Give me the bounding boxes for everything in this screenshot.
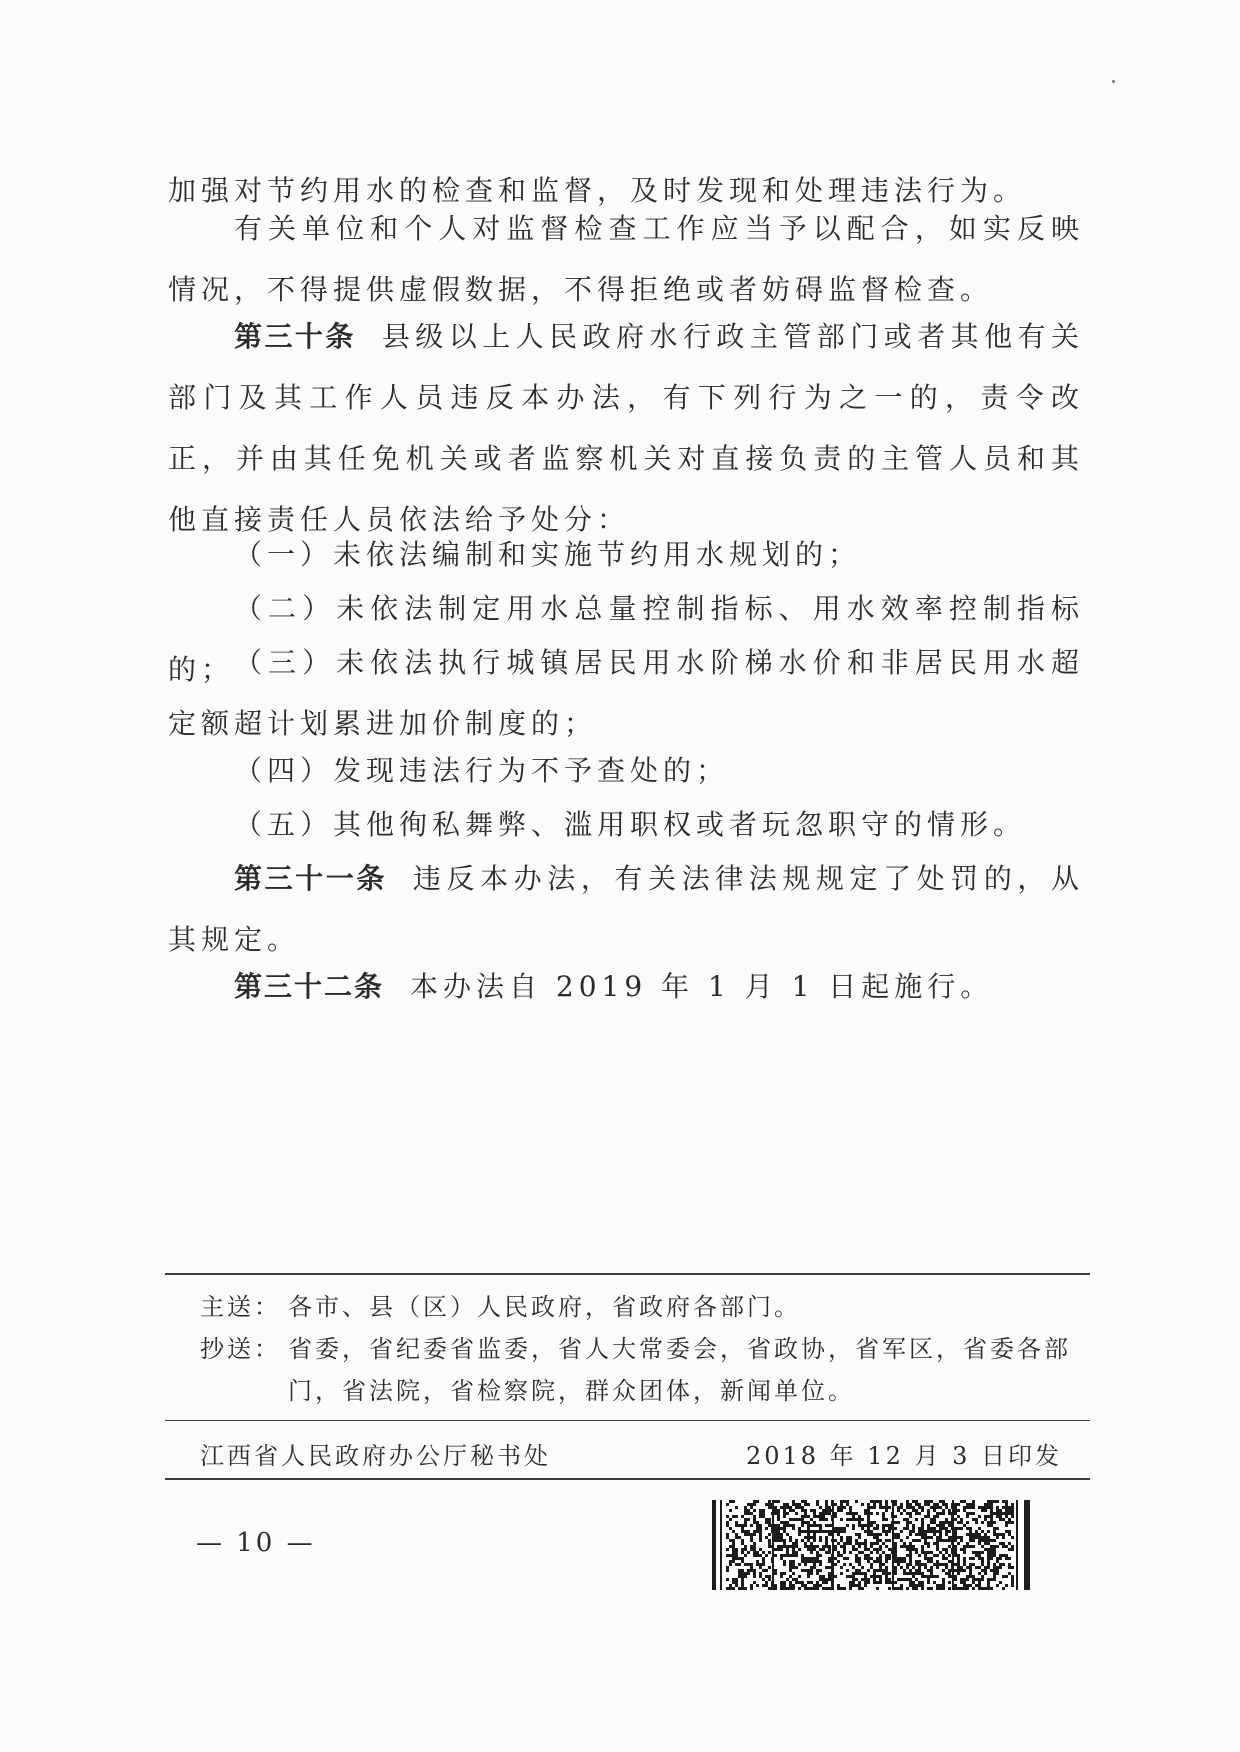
scan-speck (1112, 80, 1115, 83)
article-30-text: 县级以上人民政府水行政主管部门或者其他有关部门及其工作人员违反本办法，有下列行为之一的，责令改正，并由其任免机关或者监察机关对直接负责的主管人员和其他直接责任人员依法给予处分： (168, 320, 1084, 536)
list-item-5: （五）其他徇私舞弊、滥用职权或者玩忽职守的情形。 (234, 808, 1027, 841)
list-item-2: （二）未依法制定用水总量控制指标、用水效率控制指标的； (168, 592, 1084, 686)
article-32-text: 本办法自 2019 年 1 月 1 日起施行。 (410, 970, 994, 1003)
distribution-block (200, 1286, 1080, 1412)
main-recipients-label: 主送： (200, 1293, 281, 1321)
article-30 (168, 306, 1084, 550)
divider-top (165, 1273, 1090, 1275)
article-31-title: 第三十一条 (234, 862, 387, 895)
article-32-title: 第三十二条 (234, 970, 385, 1003)
issue-footer (200, 1436, 1062, 1471)
main-recipients (200, 1286, 1080, 1328)
paragraph-cooperation: 有关单位和个人对监督检查工作应当予以配合，如实反映情况，不得提供虚假数据，不得拒绝或者妨碍监督检查。 (168, 212, 1084, 306)
list-item-1: （一）未依法编制和实施节约用水规划的； (234, 538, 862, 571)
divider-bottom (165, 1478, 1090, 1480)
main-recipients-text: 各市、县（区）人民政府，省政府各部门。 (288, 1293, 801, 1321)
issue-date: 2018 年 12 月 3 日印发 (745, 1442, 1062, 1470)
list-item-3: （三）未依法执行城镇居民用水阶梯水价和非居民用水超定额超计划累进加价制度的； (168, 646, 1084, 740)
article-32 (168, 956, 1084, 1017)
page-number: — 10 — (196, 1528, 316, 1558)
paragraph-continued: 加强对节约用水的检查和监督，及时发现和处理违法行为。 (168, 174, 1027, 207)
list-item-4: （四）发现违法行为不予查处的； (234, 754, 730, 787)
barcode-image (712, 1500, 1030, 1590)
article-31-text: 违反本办法，有关法律法规规定了处罚的，从其规定。 (168, 862, 1084, 956)
article-30-title: 第三十条 (234, 320, 356, 353)
cc-label: 抄送： (200, 1335, 281, 1363)
article-31 (168, 848, 1084, 970)
issuer: 江西省人民政府办公厅秘书处 (200, 1442, 551, 1470)
cc-recipients (200, 1328, 1080, 1412)
divider-middle (165, 1420, 1090, 1421)
cc-text: 省委，省纪委省监委，省人大常委会，省政协，省军区，省委各部门，省法院，省检察院，群众团体，新闻单位。 (288, 1335, 1071, 1405)
